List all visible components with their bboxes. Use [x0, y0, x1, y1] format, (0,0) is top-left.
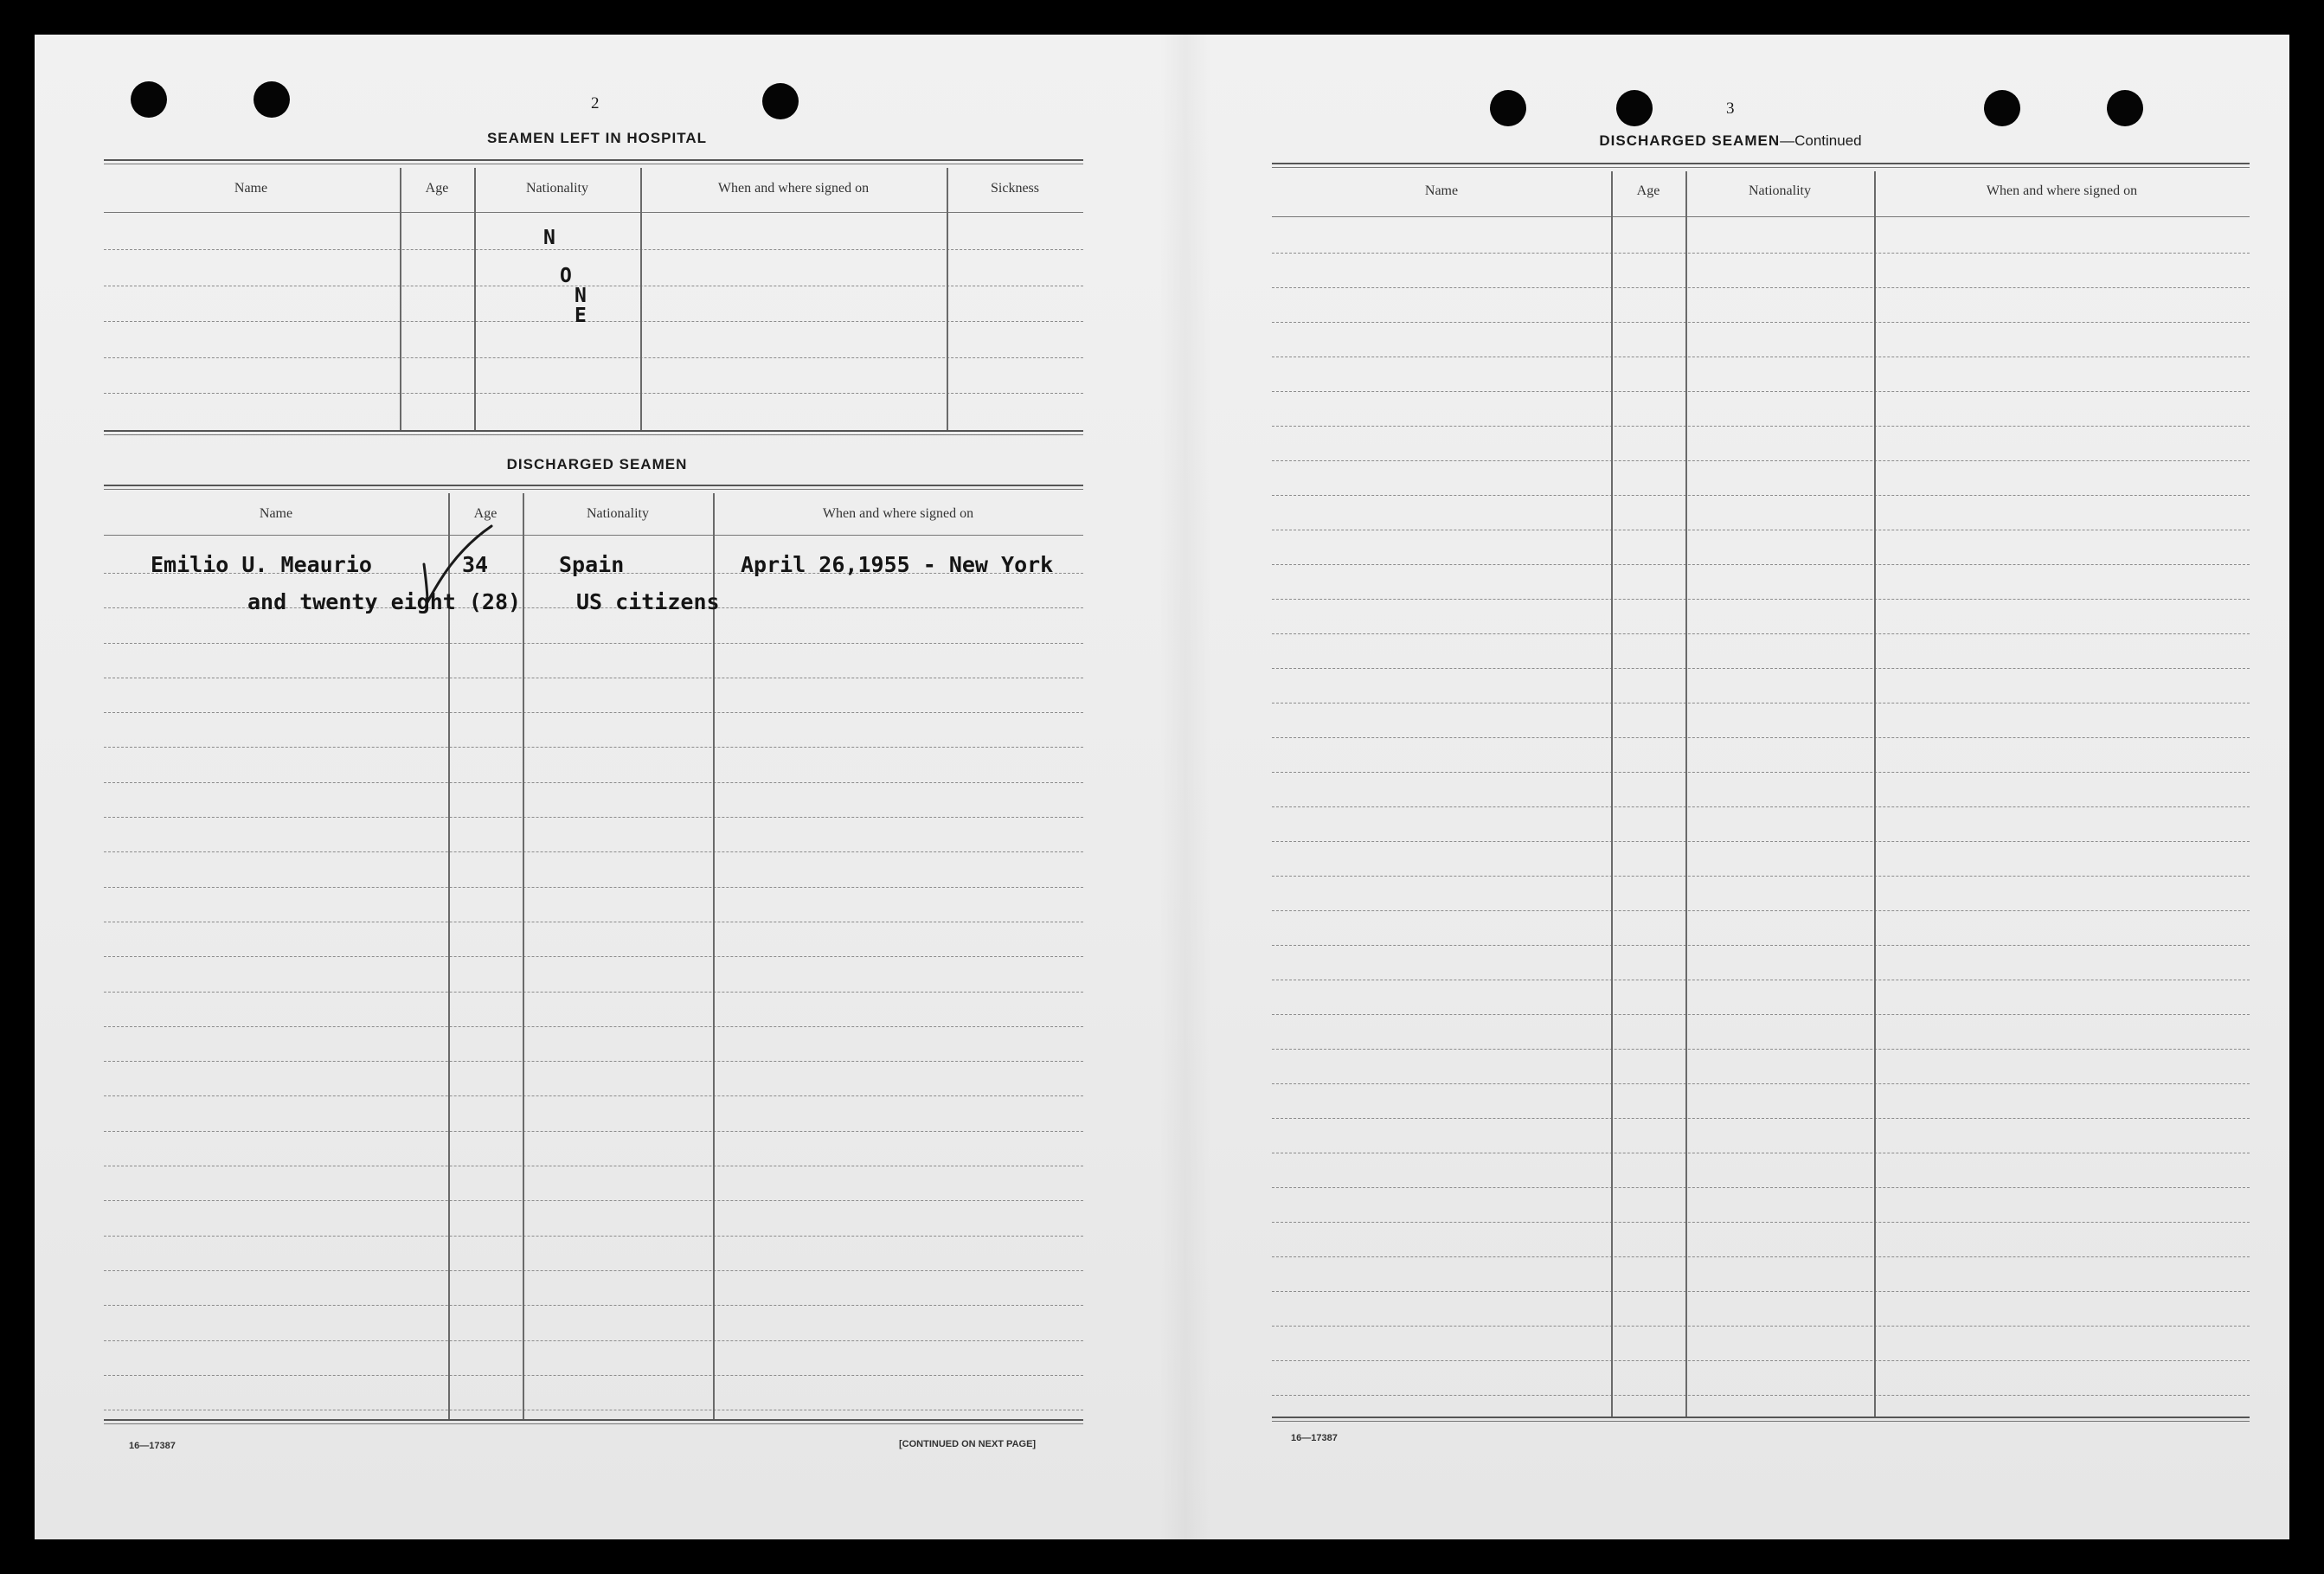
- title-suffix: —Continued: [1780, 132, 1862, 149]
- entry-letter: O: [560, 265, 572, 287]
- ruled-line: [1272, 910, 2250, 911]
- page-fold: [1159, 35, 1211, 1539]
- ruled-line: [1272, 737, 2250, 738]
- ruled-line: [1272, 945, 2250, 946]
- header-underline: [1272, 216, 2250, 217]
- ruled-line: [104, 1340, 1083, 1341]
- ruled-line: [104, 851, 1083, 852]
- column-header-name: Name: [259, 506, 293, 521]
- column-header-age: Age: [473, 506, 498, 521]
- ruled-line: [104, 992, 1083, 993]
- ruled-line: [104, 747, 1083, 748]
- table-bottom-rule: [1272, 1421, 2250, 1422]
- column-header-sickness: Sickness: [991, 181, 1039, 196]
- seaman-name: and twenty eight (28): [247, 589, 522, 614]
- ruled-line: [104, 249, 1083, 250]
- ruled-line: [1272, 495, 2250, 496]
- column-header-name: Name: [1424, 183, 1459, 198]
- ruled-line: [104, 782, 1083, 783]
- ruled-line: [1272, 1014, 2250, 1015]
- ruled-line: [1272, 391, 2250, 392]
- column-divider: [640, 168, 642, 430]
- table-bottom-rule: [104, 434, 1083, 435]
- column-divider: [1611, 171, 1613, 1417]
- continued-note: [CONTINUED ON NEXT PAGE]: [899, 1439, 1037, 1449]
- right-page: [1211, 35, 2289, 1539]
- ruled-line: [1272, 564, 2250, 565]
- column-divider: [947, 168, 948, 430]
- ruled-line: [1272, 633, 2250, 634]
- table-bottom-rule: [104, 1419, 1083, 1421]
- left-page: [35, 35, 1159, 1539]
- ruled-line: [1272, 1395, 2250, 1396]
- column-divider: [1874, 171, 1876, 1417]
- ruled-line: [1272, 1083, 2250, 1084]
- header-underline: [104, 535, 1083, 536]
- column-header-nationality: Nationality: [1749, 183, 1811, 198]
- column-divider: [713, 493, 715, 1419]
- header-underline: [104, 212, 1083, 213]
- seaman-name: Emilio U. Meaurio: [151, 552, 372, 577]
- column-divider: [400, 168, 401, 430]
- column-divider: [523, 493, 524, 1419]
- ruled-line: [104, 1200, 1083, 1201]
- table-top-rule: [104, 489, 1083, 490]
- seaman-age: 34: [462, 552, 489, 577]
- ruled-line: [104, 712, 1083, 713]
- ruled-line: [104, 1131, 1083, 1132]
- ruled-line: [1272, 1222, 2250, 1223]
- discharged-section-title: DISCHARGED SEAMEN: [506, 456, 688, 472]
- page-number: 2: [591, 94, 600, 112]
- ruled-line: [104, 1026, 1083, 1027]
- column-header-name: Name: [234, 181, 268, 196]
- column-divider: [474, 168, 476, 430]
- table-top-rule: [1272, 167, 2250, 168]
- seaman-nationality: US citizens: [576, 589, 720, 614]
- ruled-line: [1272, 460, 2250, 461]
- page-number: 3: [1726, 100, 1735, 118]
- column-header-age: Age: [1636, 183, 1660, 198]
- seaman-signed-on: April 26,1955 - New York: [741, 552, 1054, 577]
- ruled-line: [1272, 426, 2250, 427]
- column-header-age: Age: [425, 181, 449, 196]
- ruled-line: [104, 1061, 1083, 1062]
- ruled-line: [1272, 876, 2250, 877]
- ruled-line: [1272, 806, 2250, 807]
- entry-letter: N: [543, 227, 555, 249]
- ruled-line: [104, 643, 1083, 644]
- column-divider: [448, 493, 450, 1419]
- table-top-rule: [1272, 163, 2250, 164]
- ruled-line: [1272, 322, 2250, 323]
- table-bottom-rule: [1272, 1417, 2250, 1418]
- document-sheet: [35, 35, 2289, 1539]
- ruled-line: [1272, 253, 2250, 254]
- column-header-nationality: Nationality: [526, 181, 588, 196]
- ruled-line: [104, 1305, 1083, 1306]
- ruled-line: [1272, 1187, 2250, 1188]
- table-bottom-rule: [104, 1423, 1083, 1424]
- entry-letter: N: [575, 285, 587, 307]
- hospital-section-title: SEAMEN LEFT IN HOSPITAL: [486, 130, 708, 146]
- ruled-line: [1272, 1049, 2250, 1050]
- entry-letter: E: [575, 305, 587, 327]
- ruled-line: [104, 321, 1083, 322]
- table-top-rule: [104, 485, 1083, 486]
- ruled-line: [104, 956, 1083, 957]
- ruled-line: [104, 1270, 1083, 1271]
- ruled-line: [1272, 841, 2250, 842]
- column-divider: [1685, 171, 1687, 1417]
- ruled-line: [104, 817, 1083, 818]
- column-header-nationality: Nationality: [587, 506, 649, 521]
- ruled-line: [1272, 1326, 2250, 1327]
- seaman-nationality: Spain: [559, 552, 625, 577]
- ruled-line: [1272, 1256, 2250, 1257]
- ruled-line: [1272, 599, 2250, 600]
- title-main: DISCHARGED SEAMEN: [1599, 132, 1781, 149]
- column-header-signed-on: When and where signed on: [717, 181, 870, 196]
- form-number: 16—17387: [129, 1441, 176, 1451]
- column-header-signed-on: When and where signed on: [822, 506, 974, 521]
- discharged-continued-title: [1497, 132, 1964, 150]
- ruled-line: [104, 393, 1083, 394]
- ruled-line: [104, 1236, 1083, 1237]
- ruled-line: [1272, 287, 2250, 288]
- ruled-line: [1272, 772, 2250, 773]
- ruled-line: [104, 887, 1083, 888]
- column-header-signed-on: When and where signed on: [1986, 183, 2138, 198]
- ruled-line: [1272, 1291, 2250, 1292]
- table-top-rule: [104, 159, 1083, 161]
- form-number: 16—17387: [1291, 1433, 1338, 1443]
- ruled-line: [104, 1095, 1083, 1096]
- ruled-line: [1272, 1118, 2250, 1119]
- ruled-line: [1272, 668, 2250, 669]
- table-bottom-rule: [104, 430, 1083, 432]
- ruled-line: [104, 357, 1083, 358]
- ruled-line: [104, 1375, 1083, 1376]
- ruled-line: [1272, 1360, 2250, 1361]
